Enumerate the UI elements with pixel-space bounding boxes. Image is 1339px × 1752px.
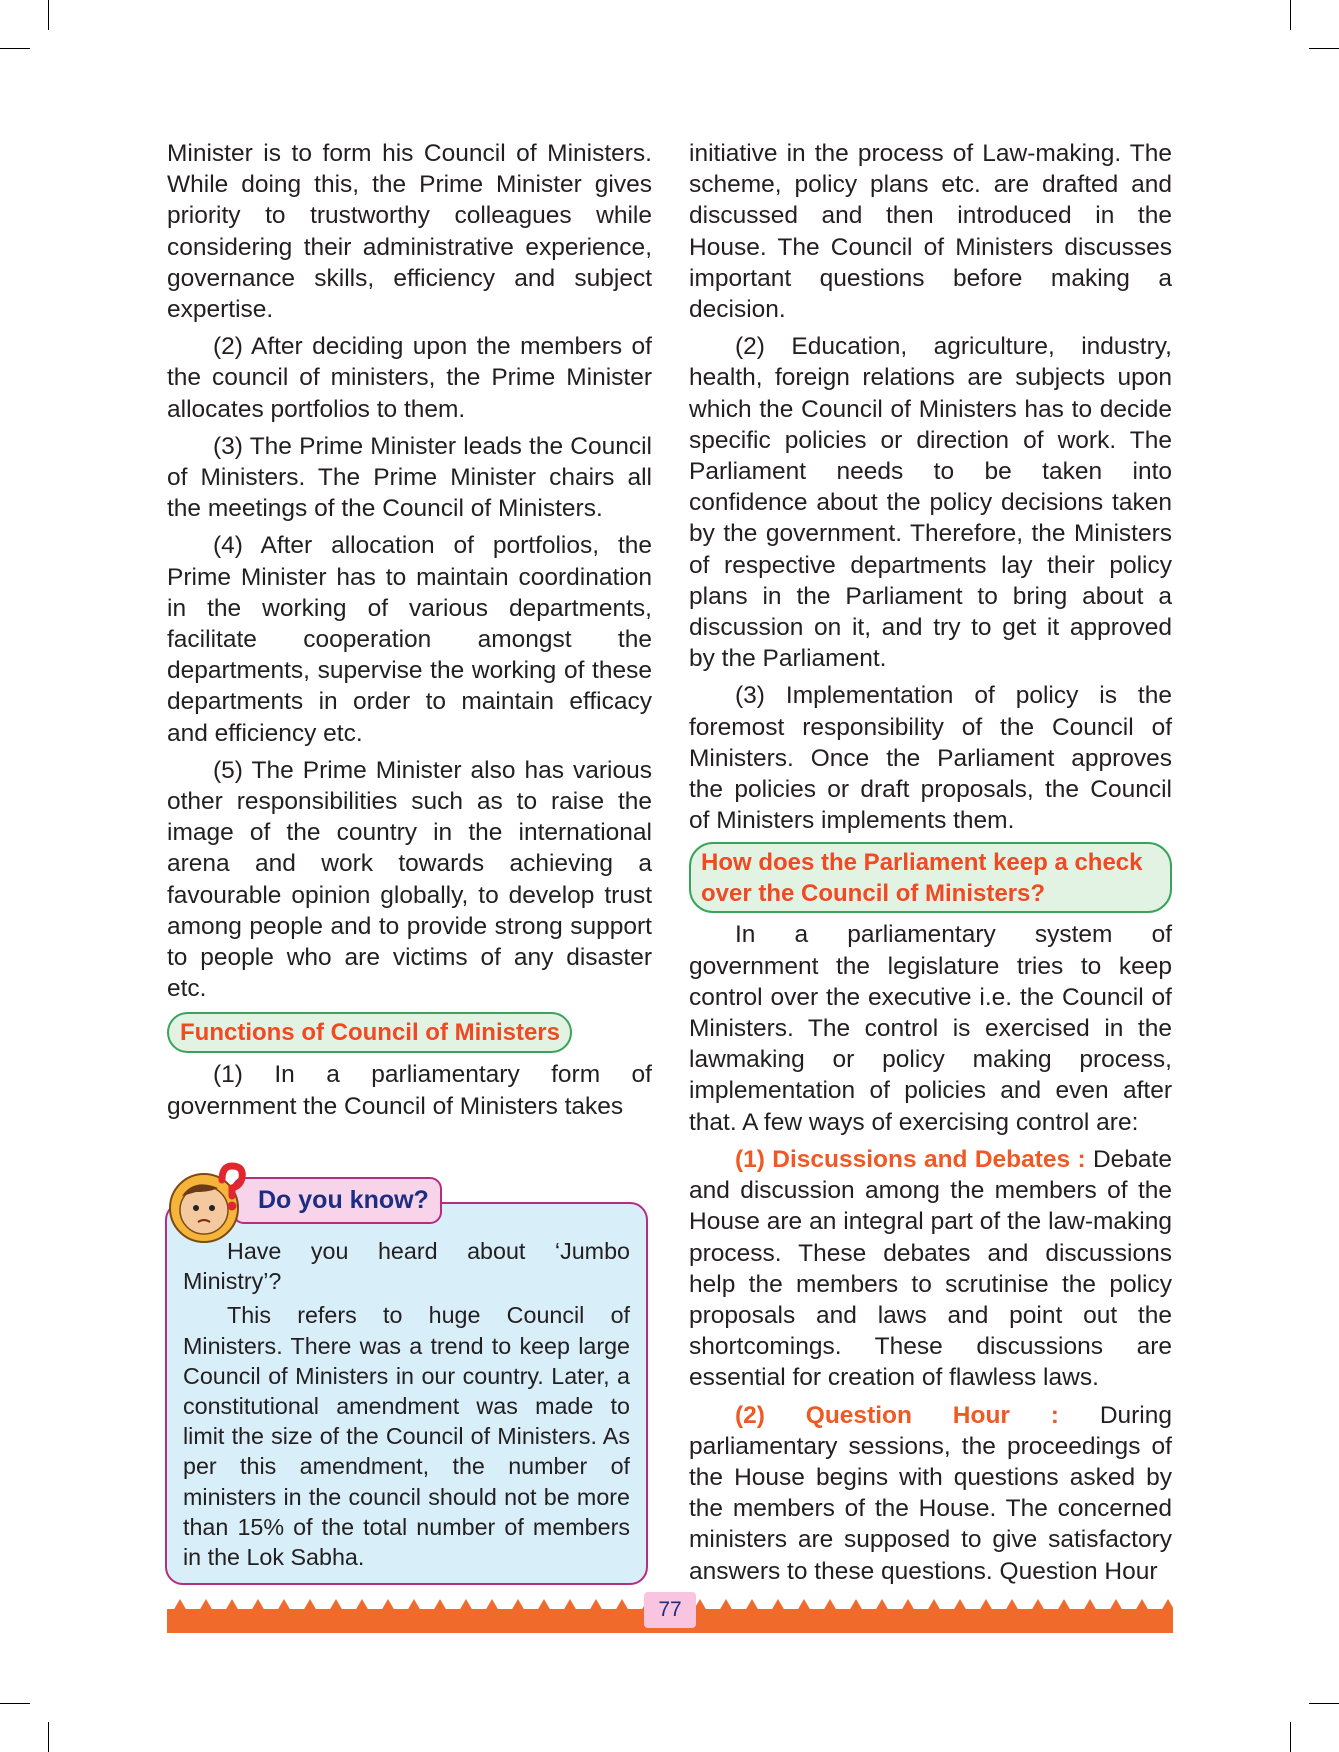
crop-mark xyxy=(48,1722,49,1752)
crop-mark xyxy=(1309,48,1339,49)
left-column xyxy=(167,138,652,1128)
paragraph: (5) The Prime Minister also has various other responsibilities such as to raise the image of the country in the international arena and work towards achieving a favourable opinion globally, to develop trust among people and to provide strong support to people who are victims of any disaster etc. xyxy=(167,756,652,1003)
do-you-know-box xyxy=(165,1202,648,1585)
paragraph: (3) The Prime Minister leads the Council of Ministers. The Prime Minister chairs all the meetings of the Council of Ministers. xyxy=(167,432,652,523)
crop-mark xyxy=(0,1703,30,1704)
paragraph: initiative in the process of Law-making. The scheme, policy plans etc. are drafted and discussed and then introduced in the House. The Council of Ministers discusses important questions before making a decision. xyxy=(689,140,1172,324)
paragraph xyxy=(689,1144,1172,1394)
thinking-boy-icon xyxy=(166,1160,248,1246)
crop-mark xyxy=(1290,0,1291,30)
crop-mark xyxy=(48,0,49,30)
paragraph: (1) In a parliamentary form of government the Council of Ministers takes xyxy=(167,1061,652,1120)
paragraph: Have you heard about ‘Jumbo Ministry’? xyxy=(183,1238,630,1295)
crop-mark xyxy=(1309,1703,1339,1704)
page-number: 77 xyxy=(644,1592,696,1628)
subheading-question-hour: (2) Question Hour : xyxy=(735,1401,1059,1429)
paragraph-text: Debate and discussion among the members of the House are an integral part of the law-making process. These debates and discussions help the members to scrutinise the policy proposals and laws and point out the shortcomings. These discussions are essential for creation of flawless laws. xyxy=(689,1145,1172,1392)
subheading-discussions: (1) Discussions and Debates : xyxy=(735,1145,1086,1173)
section-heading-functions: Functions of Council of Ministers xyxy=(167,1012,572,1053)
paragraph: (3) Implementation of policy is the foremost responsibility of the Council of Ministers. Once the Parliament approves the policies or draft proposals, the Council of Ministers implements them. xyxy=(689,682,1172,835)
paragraph: In a parliamentary system of government the legislature tries to keep control over the executive i.e. the Council of Ministers. The control is exercised in the lawmaking or policy making process, implementation of policies and even after that. A few ways of exercising control are: xyxy=(689,921,1172,1136)
do-you-know-label: Do you know? xyxy=(232,1177,442,1224)
paragraph xyxy=(689,1400,1172,1587)
paragraph: This refers to huge Council of Ministers. There was a trend to keep large Council of Ministers in our country. Later, a constitutional amendment was made to limit the size of the Council of Ministers. As per this amendment, the number of ministers in the council should not be more than 15% of the total number of members in the Lok Sabha. xyxy=(183,1302,630,1571)
paragraph: (4) After allocation of portfolios, the Prime Minister has to maintain coordination in the working of various departments, facilitate cooperation amongst the departments, supervise the working of these departments in order to maintain efficacy and efficiency etc. xyxy=(167,532,652,747)
crop-mark xyxy=(0,48,30,49)
paragraph-text: During parliamentary sessions, the proceedings of the House begins with questions asked by the members of the House. The concerned ministers are supposed to give satisfactory answers to these questions. Question Hour xyxy=(689,1401,1173,1585)
paragraph: Minister is to form his Council of Ministers. While doing this, the Prime Minister gives priority to trustworthy colleagues while considering their administrative experience, governance skills, efficiency and subject expertise. xyxy=(167,140,652,324)
paragraph: (2) Education, agriculture, industry, health, foreign relations are subjects upon which the Council of Ministers has to decide specific policies or direction of work. The Parliament needs to be taken into confidence about the policy decisions taken by the government. Therefore, the Ministers of respective departments lay their policy plans in the Parliament to bring about a discussion on it, and try to get it approved by the Parliament. xyxy=(689,333,1172,673)
right-column xyxy=(689,138,1172,1593)
section-heading-check: How does the Parliament keep a check over the Council of Ministers? xyxy=(689,842,1172,913)
paragraph: (2) After deciding upon the members of the council of ministers, the Prime Minister allocates portfolios to them. xyxy=(167,333,652,423)
crop-mark xyxy=(1290,1722,1291,1752)
